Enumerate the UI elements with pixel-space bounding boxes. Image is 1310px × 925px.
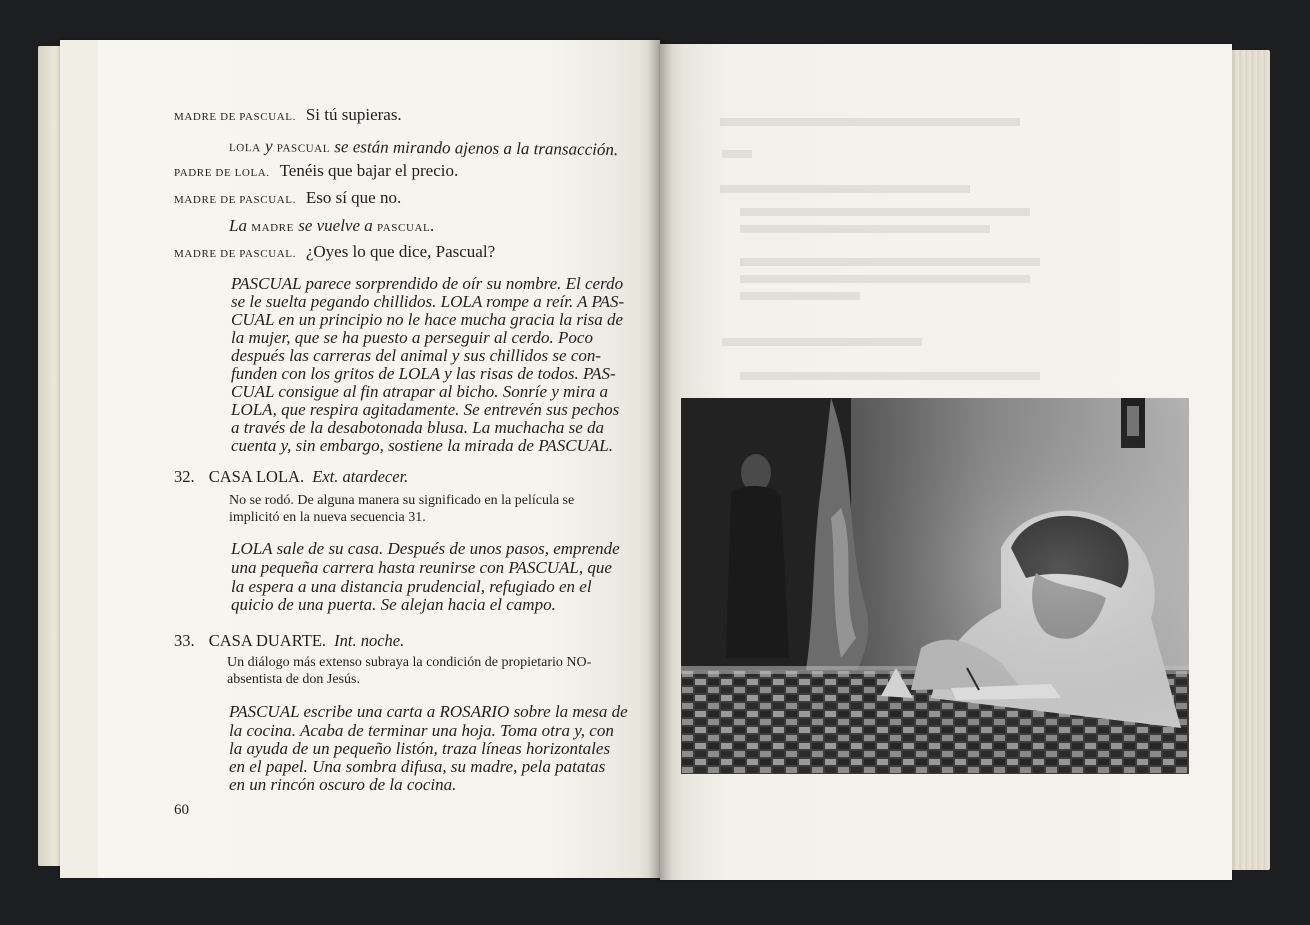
scene-setting: Ext. atardecer. bbox=[312, 467, 409, 486]
scene-note-line: absentista de don Jesús. bbox=[227, 672, 360, 687]
scene-heading bbox=[174, 465, 408, 488]
scene-action-line: LOLA sale de su casa. Después de unos pasos, emprende bbox=[231, 539, 620, 558]
dialogue-text: Si tú supieras. bbox=[305, 105, 402, 124]
paragraph-line: cuenta y, sin embargo, sostiene la mirada de PASCUAL. bbox=[231, 436, 614, 455]
scene-action-line: una pequeña carrera hasta reunirse con PASCUAL, que bbox=[231, 558, 612, 577]
scene-action-line: la cocina. Acaba de terminar una hoja. Toma otra y, con bbox=[229, 721, 614, 740]
dialogue-line bbox=[174, 103, 402, 129]
dialogue-text: ¿Oyes lo que dice, Pascual? bbox=[305, 242, 496, 261]
scene-number: 32. bbox=[174, 467, 195, 486]
dialogue-text: Tenéis que bajar el precio. bbox=[279, 161, 459, 180]
scene-action-line: quicio de una puerta. Se alejan hacia el campo. bbox=[231, 595, 556, 614]
scene-title: CASA DUARTE. bbox=[208, 631, 327, 650]
photograph-icon bbox=[681, 398, 1189, 774]
scene-action-line: PASCUAL escribe una carta a ROSARIO sobre la mesa de bbox=[229, 702, 628, 721]
scene-setting: Int. noche. bbox=[334, 631, 405, 650]
stage-direction: LOLA y PASCUAL se están mirando ajenos a la transacción. bbox=[228, 136, 619, 160]
scene-note-line: Un diálogo más extenso subraya la condición de propietario NO- bbox=[227, 655, 592, 670]
paragraph-line: después las carreras del animal y sus chillidos se con- bbox=[231, 346, 602, 365]
scene-action-line: la espera a una distancia prudencial, refugiado en el bbox=[231, 577, 592, 596]
page-number: 60 bbox=[174, 802, 189, 818]
speaker-name: MADRE DE PASCUAL. bbox=[174, 111, 296, 123]
dialogue-text: Eso sí que no. bbox=[305, 188, 402, 207]
paragraph-line: PASCUAL parece sorprendido de oír su nombre. El cerdo bbox=[231, 274, 624, 293]
paragraph-line: se le suelta pegando chillidos. LOLA rompe a reír. A PAS- bbox=[231, 292, 625, 311]
film-still-photograph bbox=[681, 398, 1189, 774]
scene-heading bbox=[174, 629, 404, 652]
scene-action-line: la ayuda de un pequeño listón, traza líneas horizontales bbox=[229, 739, 611, 758]
scene-title: CASA LOLA. bbox=[208, 467, 305, 486]
paragraph-line: CUAL consigue al fin atrapar al bicho. Sonríe y mira a bbox=[231, 382, 608, 401]
speaker-name: MADRE DE PASCUAL. bbox=[174, 248, 296, 260]
scene-action-line: en un rincón oscuro de la cocina. bbox=[229, 775, 457, 794]
speaker-name: MADRE DE PASCUAL. bbox=[174, 194, 296, 206]
paragraph-line: a través de la desabotonada blusa. La muchacha se da bbox=[231, 418, 605, 437]
paragraph-line: CUAL en un principio no le hace mucha gracia la risa de bbox=[231, 310, 624, 329]
book-gutter bbox=[648, 40, 672, 880]
speaker-name: PADRE DE LOLA. bbox=[174, 167, 270, 179]
scene-note-line: implicitó en la nueva secuencia 31. bbox=[229, 510, 426, 525]
paragraph-line: funden con los gritos de LOLA y las risas de todos. PAS- bbox=[231, 364, 616, 383]
paragraph-line: la mujer, que se ha puesto a perseguir al cerdo. Poco bbox=[231, 328, 593, 347]
paragraph-line: LOLA, que respira agitadamente. Se entrevén sus pechos bbox=[231, 400, 620, 419]
scene-note-line: No se rodó. De alguna manera su significado en la película se bbox=[229, 493, 575, 508]
scene-number: 33. bbox=[174, 631, 195, 650]
scene-action-line: en el papel. Una sombra difusa, su madre, pela patatas bbox=[229, 757, 606, 776]
dialogue-line bbox=[174, 240, 495, 266]
stage-direction: La MADRE se vuelve a PASCUAL. bbox=[229, 216, 435, 235]
dialogue-line bbox=[174, 159, 458, 185]
dialogue-line bbox=[174, 186, 401, 212]
